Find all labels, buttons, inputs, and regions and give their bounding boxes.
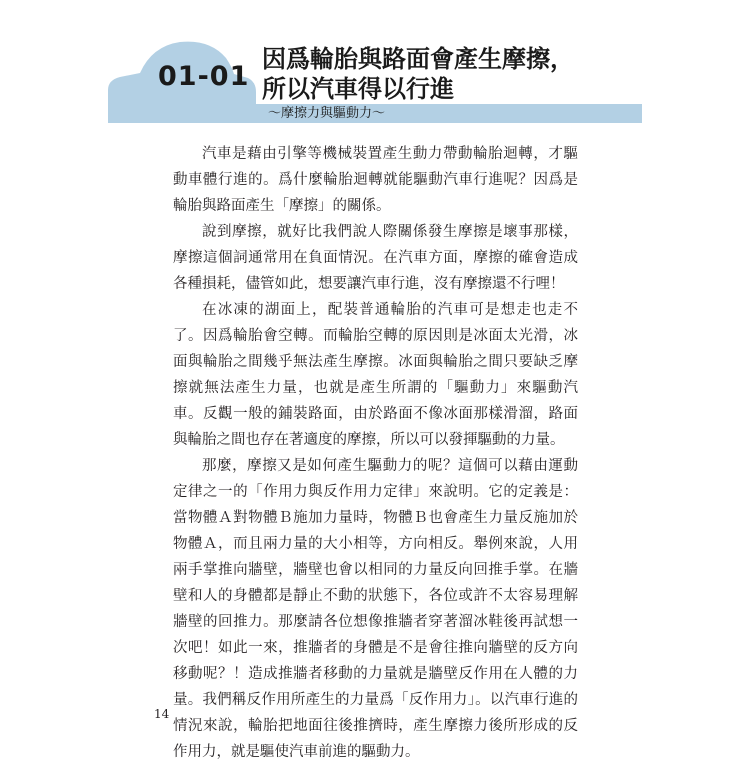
- paragraph: 在冰凍的湖面上，配裝普通輪胎的汽車可是想走也走不了。因爲輪胎會空轉。而輪胎空轉的原因則是冰面太光滑，冰面與輪胎之間幾乎無法產生摩擦。冰面與輪胎之間只要缺乏摩擦就無法產生力量，也就是產生所謂的「驅動力」來驅動汽車。反觀一般的鋪裝路面，由於路面不像冰面那樣滑溜，路面與輪胎之間也存在著適度的摩擦，所以可以發揮驅動的力量。: [173, 302, 578, 448]
- paragraph: 說到摩擦，就好比我們說人際關係發生摩擦是壞事那樣，摩擦這個詞通常用在負面情況。在汽車方面，摩擦的確會造成各種損耗，儘管如此，想要讓汽車行進，沒有摩擦還不行哩！: [173, 224, 578, 292]
- paragraph: 汽車是藉由引擎等機械裝置產生動力帶動輪胎迴轉，才驅動車體行進的。爲什麼輪胎迴轉就能驅動汽車行進呢？因爲是輪胎與路面產生「摩擦」的關係。: [173, 146, 578, 214]
- subtitle: 〜摩擦力與驅動力〜: [268, 106, 386, 121]
- chapter-header: [0, 0, 750, 130]
- paragraph: 那麼，摩擦又是如何產生驅動力的呢？這個可以藉由運動定律之一的「作用力與反作用力定律」來說明。它的定義是：當物體Ａ對物體Ｂ施加力量時，物體Ｂ也會產生力量反施加於物體Ａ，而且兩力量的大小相等，方向相反。舉例來說，人用兩手掌推向牆壁，牆壁也會以相同的力量反向回推手掌。在牆壁和人的身體都是靜止不動的狀態下，各位或許不太容易理解牆壁的回推力。那麼請各位想像推牆者穿著溜冰鞋後再試想一次吧！如此一來，推牆者的身體是不是會往推向牆壁的反方向移動呢？！造成推牆者移動的力量就是牆壁反作用在人體的力量。我們稱反作用所產生的力量爲「反作用力」。以汽車行進的情況來說，輪胎把地面往後推擠時，產生摩擦力後所形成的反作用力，就是驅使汽車前進的驅動力。: [173, 458, 578, 760]
- page-title-line-2: 所以汽車得以行進: [262, 75, 454, 103]
- page-number: 14: [154, 707, 170, 721]
- page-title-line-1: 因爲輪胎與路面會產生摩擦，: [262, 45, 574, 73]
- body-text: [173, 141, 578, 765]
- chapter-number: 01-01: [158, 61, 250, 92]
- page-title: [262, 44, 602, 104]
